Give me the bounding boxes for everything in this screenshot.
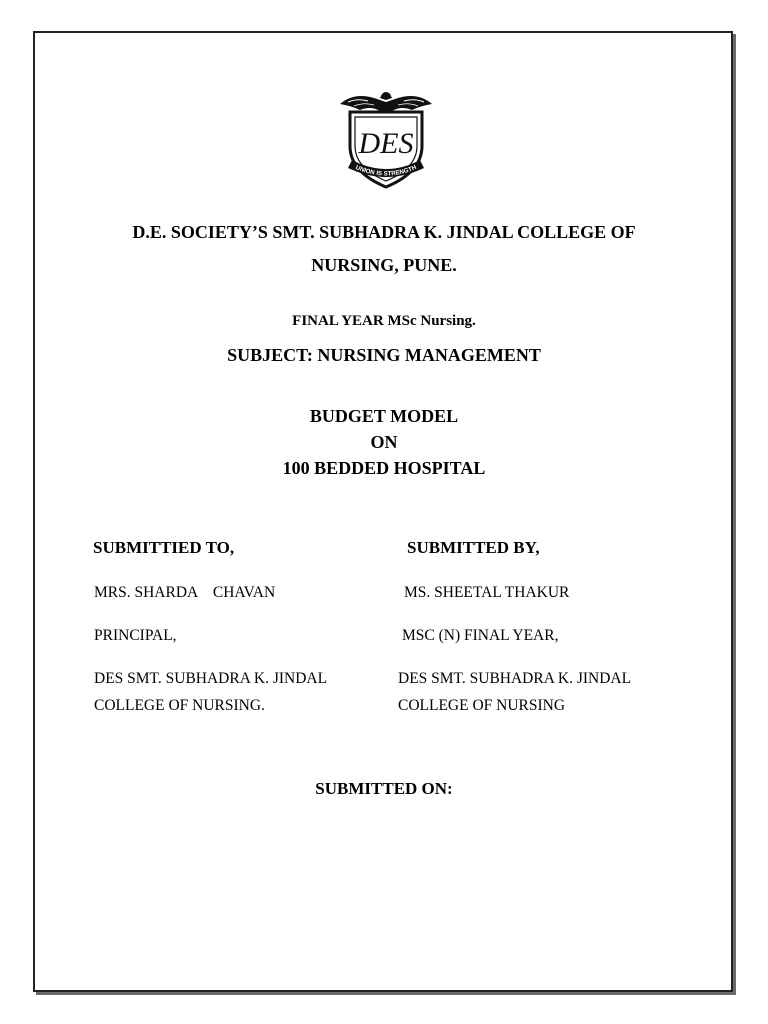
document-title-line2: ON xyxy=(370,432,398,452)
submitted-to-institution-line2: COLLEGE OF NURSING. xyxy=(94,697,265,714)
college-name-line1: D.E. SOCIETY’S SMT. SUBHADRA K. JINDAL COLLEGE OF xyxy=(132,222,636,242)
document-title-line3: 100 BEDDED HOSPITAL xyxy=(282,458,486,478)
submitted-by-heading: SUBMITTED BY, xyxy=(407,538,540,557)
submitted-by-designation: MSC (N) FINAL YEAR, xyxy=(402,627,559,644)
document-title-line1: BUDGET MODEL xyxy=(309,406,459,426)
college-crest-logo xyxy=(334,90,438,190)
submitted-to-designation: PRINCIPAL, xyxy=(94,627,177,644)
subject-title: SUBJECT: NURSING MANAGEMENT xyxy=(227,345,541,365)
submitted-by-institution-line1: DES SMT. SUBHADRA K. JINDAL xyxy=(398,670,632,687)
submitted-to-name: MRS. SHARDA CHAVAN xyxy=(94,584,276,601)
crest-motto: UNION IS STRENGTH xyxy=(354,164,418,178)
submitted-by-institution-line2: COLLEGE OF NURSING xyxy=(398,697,566,714)
submitted-by-name: MS. SHEETAL THAKUR xyxy=(404,584,570,601)
submitted-to-institution-line1: DES SMT. SUBHADRA K. JINDAL xyxy=(94,670,328,687)
college-name-line2: NURSING, PUNE. xyxy=(311,255,457,275)
course-year: FINAL YEAR MSc Nursing. xyxy=(292,313,476,329)
crest-monogram: DES xyxy=(358,127,414,160)
submitted-on-label: SUBMITTED ON: xyxy=(315,779,453,798)
submitted-to-heading: SUBMITTIED TO, xyxy=(93,538,235,557)
